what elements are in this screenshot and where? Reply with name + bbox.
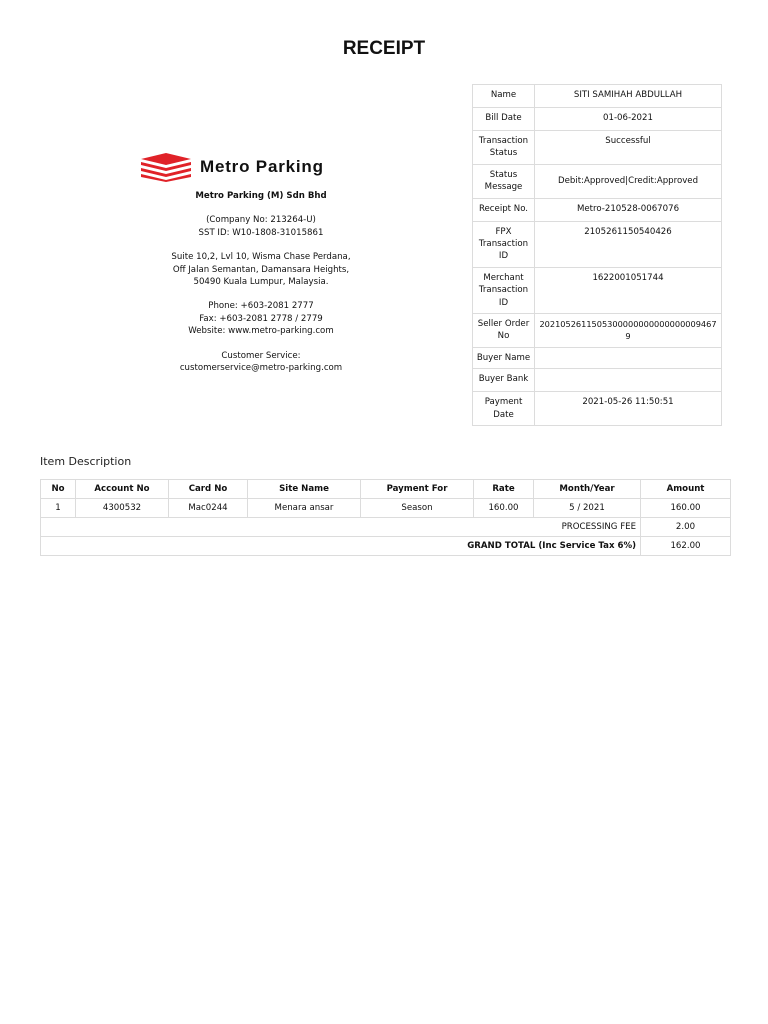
status-message-value: Debit:Approved|Credit:Approved (535, 164, 722, 198)
status-value: Successful (535, 131, 722, 165)
col-header-site-name: Site Name (248, 480, 361, 499)
grand-total-row (41, 537, 731, 556)
company-name: Metro Parking (M) Sdn Bhd (195, 191, 327, 201)
cell-month-year: 5 / 2021 (534, 499, 641, 518)
fpx-label: FPX Transaction ID (473, 221, 535, 267)
address-line-3: 50490 Kuala Lumpur, Malaysia. (193, 277, 329, 288)
logo-wordmark: Metro Parking (200, 156, 324, 176)
info-row-bill-date (473, 108, 722, 131)
col-header-card-no: Card No (169, 480, 248, 499)
processing-fee-label: PROCESSING FEE (41, 518, 641, 537)
phone: Phone: +603-2081 2777 (208, 301, 314, 312)
info-row-payment-date (473, 392, 722, 426)
payment-date-label: Payment Date (473, 392, 535, 426)
bill-date-label: Bill Date (473, 108, 535, 131)
info-row-status-message (473, 164, 722, 198)
info-row-status (473, 131, 722, 165)
company-logo (140, 150, 382, 184)
seller-value: 20210526115053000000000000000094679 (535, 314, 722, 348)
col-header-month-year: Month/Year (534, 480, 641, 499)
name-label: Name (473, 85, 535, 108)
merchant-label: Merchant Transaction ID (473, 267, 535, 313)
grand-total-value: 162.00 (641, 537, 731, 556)
bill-date-value: 01-06-2021 (535, 108, 722, 131)
items-header-row (41, 480, 731, 499)
info-row-merchant (473, 267, 722, 313)
info-row-seller (473, 314, 722, 348)
table-row (41, 499, 731, 518)
company-info (140, 150, 382, 374)
buyer-name-label: Buyer Name (473, 347, 535, 368)
customer-service-email: customerservice@metro-parking.com (179, 363, 343, 374)
cell-amount: 160.00 (641, 499, 731, 518)
cell-site-name: Menara ansar (248, 499, 361, 518)
cell-no: 1 (41, 499, 76, 518)
buyer-bank-value (535, 369, 722, 392)
seller-label: Seller Order No (473, 314, 535, 348)
info-row-buyer-bank (473, 369, 722, 392)
cell-rate: 160.00 (474, 499, 534, 518)
grand-total-label: GRAND TOTAL (Inc Service Tax 6%) (41, 537, 641, 556)
col-header-account-no: Account No (76, 480, 169, 499)
status-message-label: Status Message (473, 164, 535, 198)
info-row-receipt (473, 198, 722, 221)
info-row-name (473, 85, 722, 108)
receipt-value: Metro-210528-0067076 (535, 198, 722, 221)
website: Website: www.metro-parking.com (188, 326, 334, 337)
info-row-fpx (473, 221, 722, 267)
col-header-amount: Amount (641, 480, 731, 499)
receipt-title: RECEIPT (342, 38, 426, 59)
items-table (40, 479, 731, 556)
item-description-heading: Item Description (40, 455, 132, 468)
info-row-buyer-name (473, 347, 722, 368)
customer-service-label: Customer Service: (221, 350, 301, 361)
name-value: SITI SAMIHAH ABDULLAH (535, 85, 722, 108)
company-number: (Company No: 213264-U) (206, 215, 316, 226)
metro-parking-logo-icon (140, 152, 192, 182)
buyer-name-value (535, 347, 722, 368)
cell-card-no: Mac0244 (169, 499, 248, 518)
processing-fee-value: 2.00 (641, 518, 731, 537)
processing-fee-row (41, 518, 731, 537)
col-header-rate: Rate (474, 480, 534, 499)
receipt-label: Receipt No. (473, 198, 535, 221)
fpx-value: 2105261150540426 (535, 221, 722, 267)
cell-account-no: 4300532 (76, 499, 169, 518)
address-line-2: Off Jalan Semantan, Damansara Heights, (172, 264, 350, 275)
buyer-bank-label: Buyer Bank (473, 369, 535, 392)
col-header-payment-for: Payment For (361, 480, 474, 499)
cell-payment-for: Season (361, 499, 474, 518)
fax: Fax: +603-2081 2778 / 2779 (199, 313, 323, 324)
receipt-info-table (472, 84, 722, 426)
col-header-no: No (41, 480, 76, 499)
address-line-1: Suite 10,2, Lvl 10, Wisma Chase Perdana, (171, 252, 351, 263)
merchant-value: 1622001051744 (535, 267, 722, 313)
sst-id: SST ID: W10-1808-31015861 (198, 227, 324, 238)
payment-date-value: 2021-05-26 11:50:51 (535, 392, 722, 426)
status-label: Transaction Status (473, 131, 535, 165)
